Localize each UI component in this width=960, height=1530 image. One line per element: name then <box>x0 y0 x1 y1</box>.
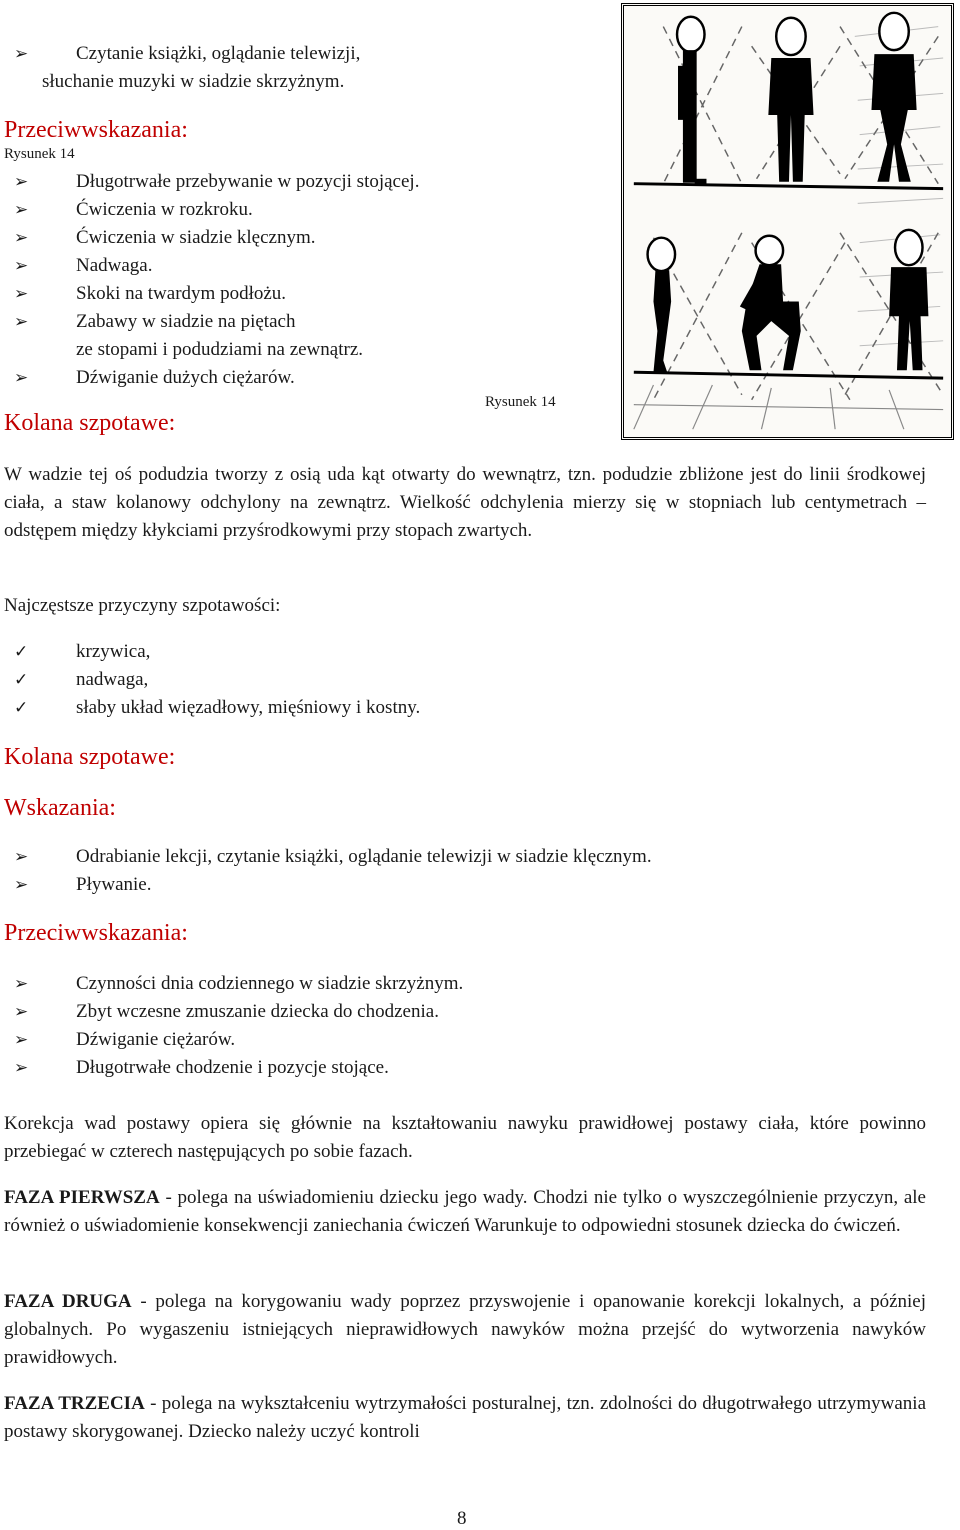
page-number: 8 <box>457 1508 467 1529</box>
section-heading-bow-legs-2: Kolana szpotawe: <box>4 744 176 770</box>
list-item: ➢ Ćwiczenia w rozkroku. <box>4 196 419 224</box>
figure-reference: Rysunek 14 <box>4 146 75 162</box>
list-item: ➢ Długotrwałe przebywanie w pozycji stojącej. <box>4 168 419 196</box>
list-item: ➢ Czynności dnia codziennego w siadzie skrzyżnym. <box>4 970 463 998</box>
arrowhead-bullet-icon: ➢ <box>14 312 29 331</box>
arrowhead-bullet-icon: ➢ <box>14 847 29 866</box>
arrowhead-bullet-icon: ➢ <box>14 368 29 387</box>
phase-one-paragraph: FAZA PIERWSZA - polega na uświadomieniu dziecku jego wady. Chodzi nie tylko o wyszczególnienie przyczyn, ale również o uświadomienie konsekwencji zaniechania ćwiczeń Warunkuje to odpowiedni stosunek dziecka do ćwiczeń. <box>4 1187 926 1236</box>
intro-list <box>4 40 360 96</box>
arrowhead-bullet-icon: ➢ <box>14 1058 29 1077</box>
contraindications-list <box>4 168 419 392</box>
causes-list <box>4 638 420 722</box>
list-item: ➢ Odrabianie lekcji, czytanie książki, oglądanie telewizji w siadzie klęcznym. <box>4 843 652 871</box>
figure-front-straight <box>768 18 813 182</box>
list-item: ✓ krzywica, <box>4 638 420 666</box>
arrowhead-bullet-icon: ➢ <box>14 44 29 63</box>
list-item: ➢ Dźwiganie ciężarów. <box>4 1026 463 1054</box>
arrowhead-bullet-icon: ➢ <box>14 256 29 275</box>
list-item: ✓ nadwaga, <box>4 666 420 694</box>
arrowhead-bullet-icon: ➢ <box>14 875 29 894</box>
list-item: ➢ Ćwiczenia w siadzie klęcznym. <box>4 224 419 252</box>
figure-leg-postures <box>621 3 954 440</box>
figure-front-knock-knees <box>871 13 916 182</box>
checkmark-icon: ✓ <box>14 698 29 717</box>
indications-heading: Wskazania: <box>4 795 116 821</box>
arrowhead-bullet-icon: ➢ <box>14 200 29 219</box>
phase-three-label: FAZA TRZECIA <box>4 1393 145 1414</box>
figure-side-bent <box>648 238 675 373</box>
bow-legs-description: W wadzie tej oś podudzia tworzy z osią uda kąt otwarty do wewnątrz, tzn. podudzie zbliżone jest do linii środkowej ciała, a staw kolanowy odchylony na zewnątrz. Wielkość odchylenia mierzy się w stopniach lub centymetrach – odstępem między kłykciami przyśrodkowymi przy stopach zwartych. <box>4 464 926 541</box>
arrowhead-bullet-icon: ➢ <box>14 172 29 191</box>
checkmark-icon: ✓ <box>14 670 29 689</box>
list-item: ➢ Nadwaga. <box>4 252 419 280</box>
list-item: ➢ Długotrwałe chodzenie i pozycje stojące. <box>4 1054 463 1082</box>
contraindications-heading: Przeciwwskazania: <box>4 117 188 143</box>
arrowhead-bullet-icon: ➢ <box>14 974 29 993</box>
list-item: ➢ Zabawy w siadzie na piętach <box>4 308 419 336</box>
arrowhead-bullet-icon: ➢ <box>14 284 29 303</box>
causes-label: Najczęstsze przyczyny szpotawości: <box>4 595 281 616</box>
list-item: ➢ Pływanie. <box>4 871 652 899</box>
contraindications-heading-2: Przeciwwskazania: <box>4 920 188 946</box>
list-item: ➢ Zbyt wczesne zmuszanie dziecka do chodzenia. <box>4 998 463 1026</box>
list-item: ➢ Skoki na twardym podłożu. <box>4 280 419 308</box>
list-item: ➢ Czytanie książki, oglądanie telewizji, <box>4 40 360 68</box>
contraindications-list-2 <box>4 970 463 1082</box>
phase-two-label: FAZA DRUGA <box>4 1291 132 1312</box>
phase-one-label: FAZA PIERWSZA <box>4 1187 160 1208</box>
list-item-continuation: ze stopami i podudziami na zewnątrz. <box>76 339 364 360</box>
leg-posture-illustration <box>624 6 951 437</box>
phase-two-paragraph: FAZA DRUGA - polega na korygowaniu wady poprzez przyswojenie i opanowanie korekcji lokalnych, a później globalnych. Po wygaszeniu istniejących nieprawidłowych nawyków można przejść do wytworzenia nawyków prawidłowych. <box>4 1291 926 1368</box>
arrowhead-bullet-icon: ➢ <box>14 1002 29 1021</box>
figure-squat-jump <box>740 236 801 371</box>
arrowhead-bullet-icon: ➢ <box>14 228 29 247</box>
indications-list <box>4 843 652 899</box>
list-item: ➢ Dźwiganie dużych ciężarów. <box>4 364 419 392</box>
section-heading-bow-legs: Kolana szpotawe: <box>4 410 176 436</box>
phase-three-paragraph: FAZA TRZECIA - polega na wykształceniu wytrzymałości posturalnej, tzn. zdolności do długotrwałego utrzymywania postawy skorygowanej. Dziecko należy uczyć kontroli <box>4 1393 926 1442</box>
correction-intro: Korekcja wad postawy opiera się głównie na kształtowaniu nawyku prawidłowej postawy ciała, które powinno przebiegać w czterech następujących po sobie fazach. <box>4 1113 926 1162</box>
figure-front-bow-legs <box>889 230 928 370</box>
figure-side-view <box>677 17 706 184</box>
list-item: ✓ słaby układ więzadłowy, mięśniowy i kostny. <box>4 694 420 722</box>
checkmark-icon: ✓ <box>14 642 29 661</box>
list-item-continuation: słuchanie muzyki w siadzie skrzyżnym. <box>42 71 345 92</box>
arrowhead-bullet-icon: ➢ <box>14 1030 29 1049</box>
figure-caption: Rysunek 14 <box>485 394 556 410</box>
